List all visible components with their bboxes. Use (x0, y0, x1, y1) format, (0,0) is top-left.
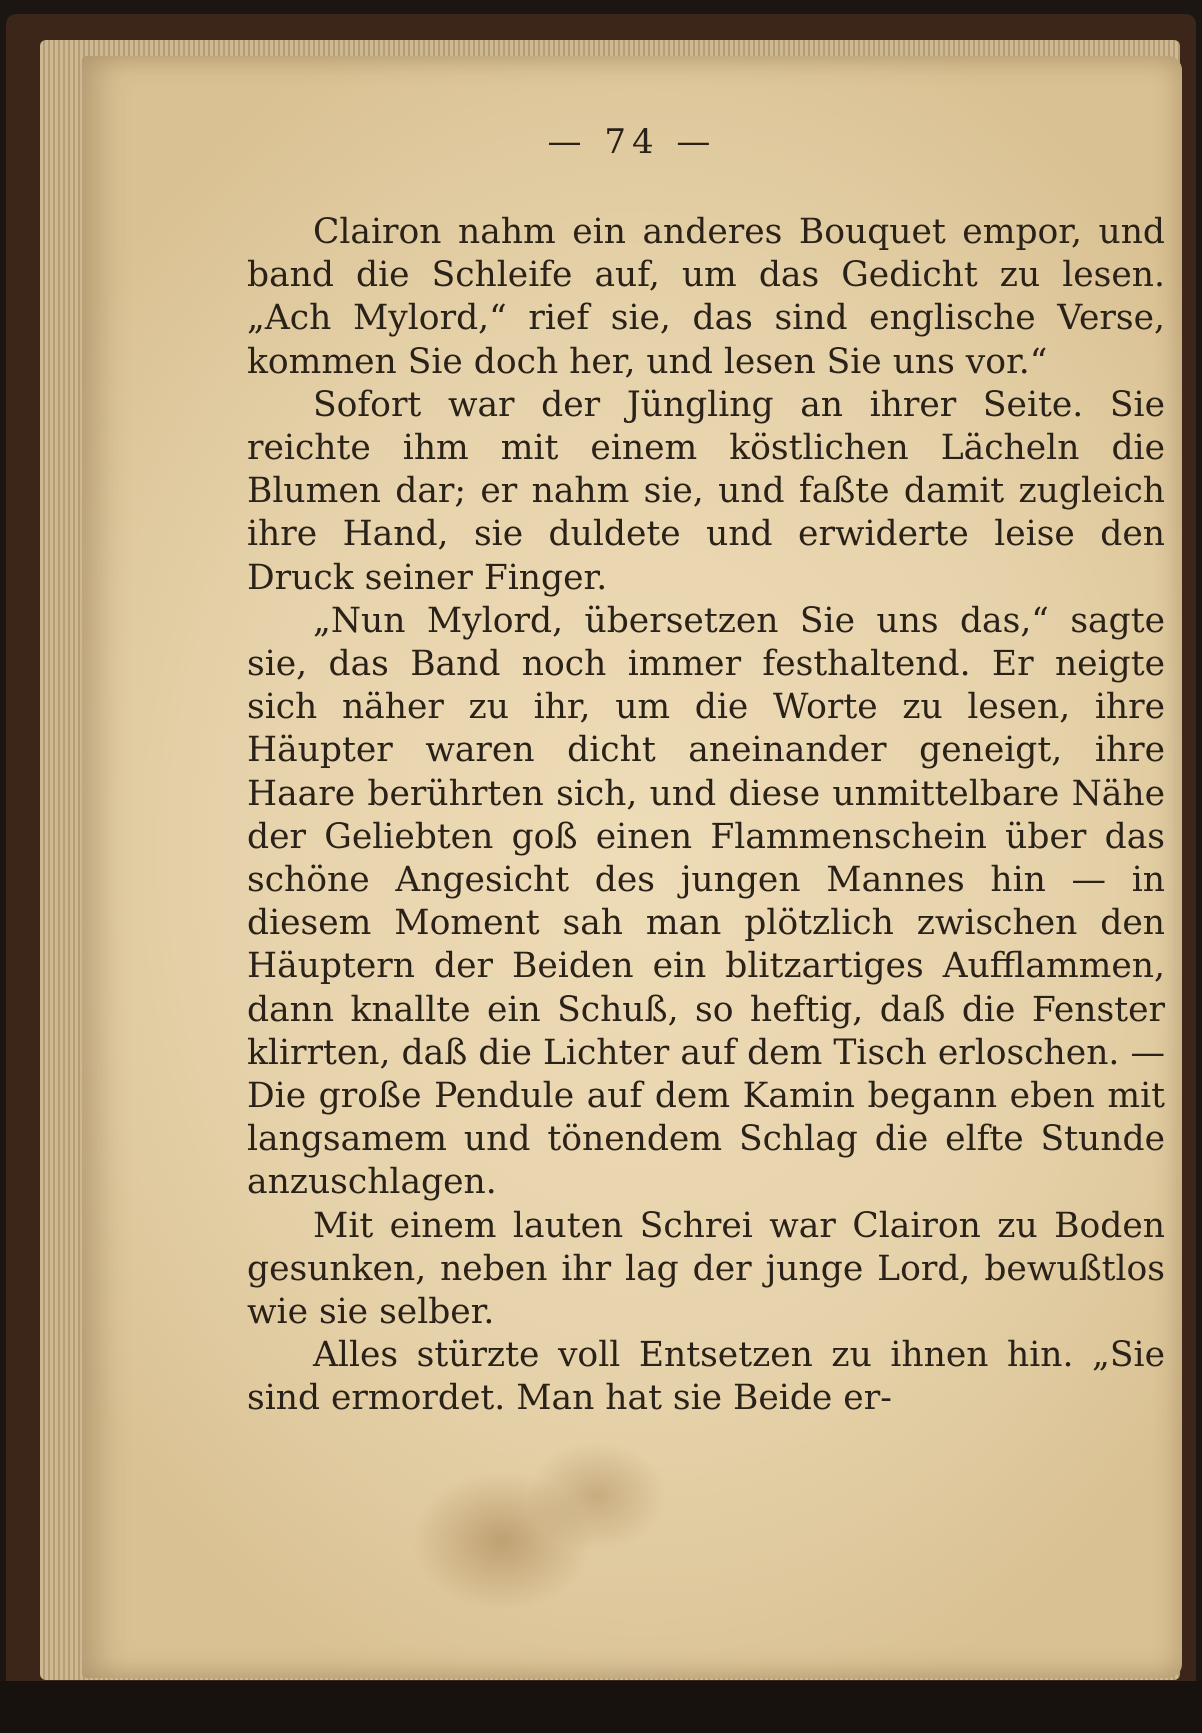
paragraph-5: Alles stürzte voll Entsetzen zu ihnen hin. „Sie sind ermordet. Man hat sie Beide er- (247, 1335, 1165, 1419)
book-page (82, 56, 1182, 1678)
paragraph-4: Mit einem lauten Schrei war Clairon zu Boden gesunken, neben ihr lag der junge Lord, bewußtlos wie sie selber. (247, 1205, 1165, 1333)
page-text (247, 211, 1165, 1421)
paragraph-2: Sofort war der Jüngling an ihrer Seite. Sie reichte ihm mit einem köstlichen Lächeln die Blumen dar; er nahm sie, und faßte damit zugleich ihre Hand, sie duldete und erwiderte leise den Druck seiner Finger. (247, 384, 1165, 598)
paragraph-3: „Nun Mylord, übersetzen Sie uns das,“ sagte sie, das Band noch immer festhaltend. Er neigte sich näher zu ihr, um die Worte zu lesen, ihre Häupter waren dicht aneinander geneigt, ihre Haare berührten sich, und diese unmittelbare Nähe der Geliebten goß einen Flammenschein über das schöne Angesicht des jungen Mannes hin — in diesem Moment sah man plötzlich zwischen den Häuptern der Beiden ein blitzartiges Aufflammen, dann knallte ein Schuß, so heftig, daß die Fenster klirrten, daß die Lichter auf dem Tisch erloschen. — Die große Pendule auf dem Kamin begann eben mit langsamem und tönendem Schlag die elfte Stunde anzuschlagen. (247, 600, 1165, 1203)
scan-bottom-edge (0, 1681, 1202, 1733)
paragraph-1: Clairon nahm ein anderes Bouquet empor, und band die Schleife auf, um das Gedicht zu lesen. „Ach Mylord,“ rief sie, das sind englische Verse, kommen Sie doch her, und lesen Sie uns vor.“ (247, 212, 1165, 382)
page-number: — 74 — (547, 122, 717, 162)
